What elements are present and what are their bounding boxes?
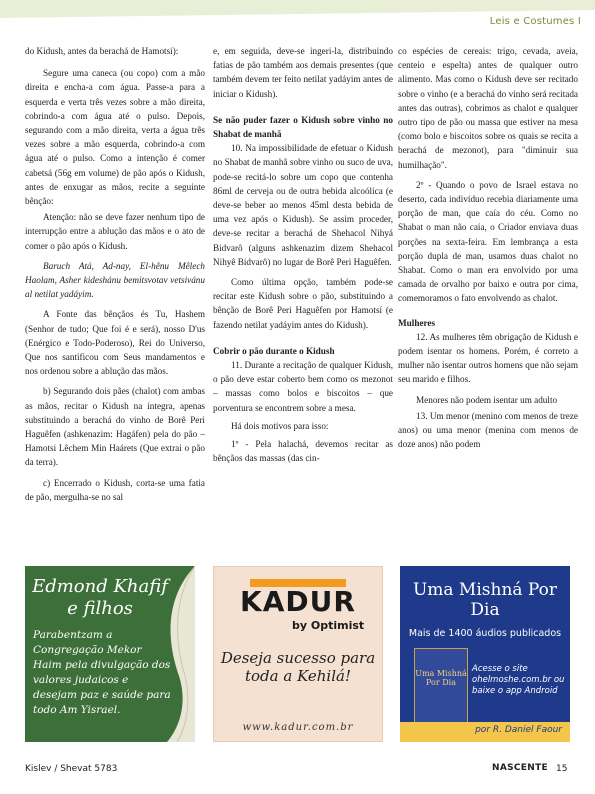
author-name: por R. Daniel Faour [475, 725, 562, 735]
paragraph: Segure uma caneca (ou copo) com a mão direita e encha-a com água. Passe-a para a esquerda e verta três vezes sobre a mão direita, cobrindo-a com água até o pulso. Depois, segurando com a mão direita, verta a água três vezes sobre a mão esquerda, cobrindo-a com água até o pulso. Como a intenção é comer cabetsá (56g em volume) de pão após o Kidush, antes de enxugar as mãos, recite a seguinte bênção: [25, 68, 205, 207]
section-heading: Cobrir o pão durante o Kidush [213, 345, 335, 356]
paragraph: Baruch Atá, Ad-nay, El-hênu Mêlech Haolam, Asher kideshánu bemitsvotav vetsivánu al netilat yadáyim. [25, 260, 205, 300]
section-heading: Se não puder fazer o Kidush sobre vinho no Shabat de manhã [213, 114, 393, 140]
ad-url: www.kadur.com.br [242, 722, 354, 733]
ad-subtitle: Mais de 1400 áudios publicados [408, 628, 562, 639]
ad-title: Edmond Khafif e filhos [32, 576, 168, 619]
page-footer [0, 758, 595, 794]
section-heading: Mulheres [398, 317, 436, 328]
section-label: Leis e Costumes I [489, 16, 581, 27]
page-number: 15 [556, 764, 568, 774]
ad-slogan: Deseja sucesso para toda a Kehilá! [220, 649, 376, 685]
paragraph: Há dois motivos para isso: [231, 420, 329, 431]
issue-date: Kislev / Shevat 5783 [25, 764, 118, 774]
magazine-logo: NASCENTE [492, 763, 548, 773]
ad-text: Parabentzam a Congregação Mekor Haim pela divulgação dos valores judaicos e desejam paz e saúde para todo Am Yisrael. [33, 629, 171, 716]
page-header [0, 0, 595, 32]
paragraph: 10. Na impossibilidade de efetuar o Kidush no Shabat de manhã sobre vinho ou suco de uva, pode-se recitá-lo sobre um copo que contenha 86ml de cerveja ou de outra bebida alcoólica (e deve-se beber ao menos 45ml desta bebida de uma vez após o Kidush). Se assim proceder, deve-se recitar a berachá de Shehacol Nihyá Bidvarô (alguns ashkenazim dizem Shehacol Nihyê Bidvarô) no lugar de Borê Peri Haguêfen. [213, 143, 393, 267]
paragraph: 11. Durante a recitação de qualquer Kidush, o pão deve estar coberto bem como os mezonot – massas como bolos e biscoitos – que porventura se encontrem sobre a mesa. [213, 360, 393, 413]
ad-cta: Acesse o site ohelmoshe.com.br ou baixe o app Android [472, 664, 565, 696]
text-column-3 [398, 44, 578, 556]
paragraph: do Kidush, antes da berachá de Hamotsí): [25, 46, 179, 56]
page-curl-decoration [157, 566, 195, 742]
book-cover-image [414, 648, 468, 726]
ad-mishna [400, 566, 570, 742]
paragraph: Como última opção, também pode-se recitar este Kidush sobre o pão, substituindo a bênção de Borê Peri Haguêfen por Hamotsí (e fazendo netilat yadáyim antes do Kidush). [213, 277, 393, 330]
paragraph: 1º - Pela halachá, devemos recitar as bênçãos das massas (das cin- [213, 439, 393, 464]
brand-logo: KADUR [240, 585, 356, 618]
paragraph: 13. Um menor (menino com menos de treze anos) ou uma menor (menina com menos de doze anos) não podem [398, 410, 578, 450]
author-bar [400, 722, 570, 742]
ad-title: Uma Mishná Por Dia [412, 580, 558, 620]
paragraph: b) Segurando dois pães (chalot) com ambas as mãos, recitar o Kidush na íntegra, apenas substituindo a berachá do vinho de Borê Peri Haguêfen (ashkenazim: Hagáfen) pela do pão – Hamotsi Lêchem Min Haárets (Que extrai o pão da terra). [25, 386, 205, 468]
paragraph: A Fonte das bênçãos és Tu, Hashem (Senhor de tudo; Que foi é e será), nosso D'us (Enérgico e Todo-Poderoso), Rei do Universo, Que nos santificou com Seus mandamentos e nos ordenou sobre a ablução das mãos. [25, 309, 205, 377]
ad-kadur [213, 566, 383, 742]
text-column-2 [213, 44, 393, 556]
brand-byline: by Optimist [292, 619, 365, 632]
text-column-1 [25, 44, 205, 556]
paragraph: co espécies de cereais: trigo, cevada, aveia, centeio e espelta) antes de qualquer outro alimento. Mas como o Kidush deve ser recitado sobre o vinho (e a berachá do vinho será recitada antes das outras), cobrimos as chalot e qualquer outro tipo de pão ou massa que estiver na mesa (como bolo e biscoitos sobre os quais se recita a berachá de mezonot), para "diminuir sua humilhação". [398, 46, 578, 170]
paragraph: Menores não podem isentar um adulto [416, 394, 558, 405]
paragraph: 12. As mulheres têm obrigação de Kidush e podem isentar os homens. Porém, é correto a mulher não isentar outros homens que não sejam seu marido e filhos. [398, 331, 578, 385]
paragraph: 2º - Quando o povo de Israel estava no deserto, cada indivíduo recebia diariamente uma porção de man, que caía do céu. Como no Shabat o man não caía, o Criador enviava duas porções na sexta-feira. Em lembrança a esta porção dupla de man, usamos duas chalot no Shabat. Como o man era envolvido por uma camada de orvalho por baixo e outra por cima, comemoramos o fato envolvendo as chalot. [398, 179, 578, 304]
paragraph: e, em seguida, deve-se ingeri-la, distribuindo fatias de pão também aos demais presentes (que também devem ter feito netilat yadáyim antes de iniciar o Kidush). [213, 46, 393, 99]
ad-khafif [25, 566, 195, 742]
paragraph: c) Encerrado o Kidush, corta-se uma fatia de pão, mergulha-se no sal [25, 477, 205, 502]
book-title: Uma Mishná Por Dia [415, 669, 467, 687]
paragraph: Atenção: não se deve fazer nenhum tipo de interrupção entre a ablução das mãos e o ato de comer o pão após o Kidush. [25, 212, 205, 251]
